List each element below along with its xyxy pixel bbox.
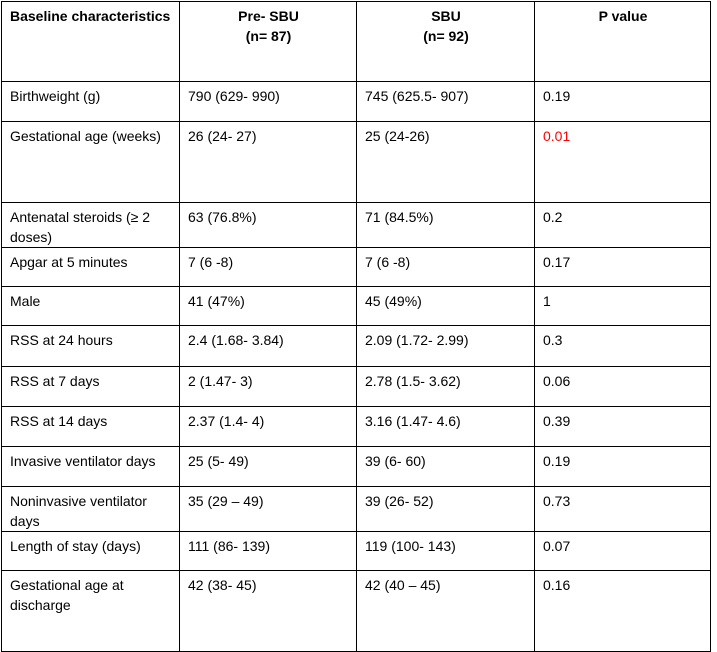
baseline-characteristics-table [1, 1, 711, 652]
p-value-cell: 0.06 [535, 367, 711, 407]
table-row [2, 203, 711, 248]
sbu-cell: 2.09 (1.72- 2.99) [357, 326, 535, 367]
table-row [2, 326, 711, 367]
sbu-cell: 2.78 (1.5- 3.62) [357, 367, 535, 407]
row-label-cell: Noninvasive ventilator days [2, 487, 180, 532]
sbu-cell: 39 (26- 52) [357, 487, 535, 532]
sbu-cell: 45 (49%) [357, 287, 535, 326]
sbu-cell: 25 (24-26) [357, 122, 535, 203]
p-value-cell-significant: 0.01 [535, 122, 711, 203]
sbu-cell: 71 (84.5%) [357, 203, 535, 248]
table-row [2, 532, 711, 571]
row-label-cell: Gestational age at discharge [2, 571, 180, 652]
sbu-cell: 42 (40 – 45) [357, 571, 535, 652]
pre-sbu-cell: 2.4 (1.68- 3.84) [180, 326, 357, 367]
header-p-value: P value [535, 2, 711, 82]
row-label-cell: Gestational age (weeks) [2, 122, 180, 203]
sbu-cell: 119 (100- 143) [357, 532, 535, 571]
pre-sbu-cell: 42 (38- 45) [180, 571, 357, 652]
table-row [2, 407, 711, 447]
p-value-cell: 1 [535, 287, 711, 326]
sbu-cell: 745 (625.5- 907) [357, 82, 535, 122]
row-label-cell: RSS at 24 hours [2, 326, 180, 367]
p-value-cell: 0.17 [535, 248, 711, 287]
pre-sbu-cell: 41 (47%) [180, 287, 357, 326]
p-value-cell: 0.73 [535, 487, 711, 532]
pre-sbu-cell: 35 (29 – 49) [180, 487, 357, 532]
pre-sbu-cell: 25 (5- 49) [180, 447, 357, 487]
table-row [2, 122, 711, 203]
pre-sbu-cell: 2 (1.47- 3) [180, 367, 357, 407]
table-row [2, 367, 711, 407]
sbu-cell: 39 (6- 60) [357, 447, 535, 487]
row-label-cell: Antenatal steroids (≥ 2 doses) [2, 203, 180, 248]
sbu-cell: 7 (6 -8) [357, 248, 535, 287]
header-row [2, 2, 711, 82]
header-sbu: SBU (n= 92) [357, 2, 535, 82]
row-label-cell: Invasive ventilator days [2, 447, 180, 487]
table-row [2, 248, 711, 287]
p-value-cell: 0.16 [535, 571, 711, 652]
header-baseline-characteristics: Baseline characteristics [2, 2, 180, 82]
p-value-cell: 0.39 [535, 407, 711, 447]
p-value-cell: 0.3 [535, 326, 711, 367]
pre-sbu-cell: 26 (24- 27) [180, 122, 357, 203]
row-label-cell: Length of stay (days) [2, 532, 180, 571]
table-row [2, 487, 711, 532]
pre-sbu-cell: 63 (76.8%) [180, 203, 357, 248]
table-row [2, 82, 711, 122]
pre-sbu-cell: 790 (629- 990) [180, 82, 357, 122]
row-label-cell: RSS at 7 days [2, 367, 180, 407]
p-value-cell: 0.2 [535, 203, 711, 248]
sbu-cell: 3.16 (1.47- 4.6) [357, 407, 535, 447]
pre-sbu-cell: 2.37 (1.4- 4) [180, 407, 357, 447]
pre-sbu-cell: 7 (6 -8) [180, 248, 357, 287]
row-label-cell: Apgar at 5 minutes [2, 248, 180, 287]
row-label-cell: Male [2, 287, 180, 326]
pre-sbu-cell: 111 (86- 139) [180, 532, 357, 571]
row-label-cell: Birthweight (g) [2, 82, 180, 122]
header-pre-sbu: Pre- SBU (n= 87) [180, 2, 357, 82]
table-row [2, 571, 711, 652]
table-row [2, 287, 711, 326]
p-value-cell: 0.19 [535, 447, 711, 487]
row-label-cell: RSS at 14 days [2, 407, 180, 447]
table-row [2, 447, 711, 487]
p-value-cell: 0.07 [535, 532, 711, 571]
p-value-cell: 0.19 [535, 82, 711, 122]
